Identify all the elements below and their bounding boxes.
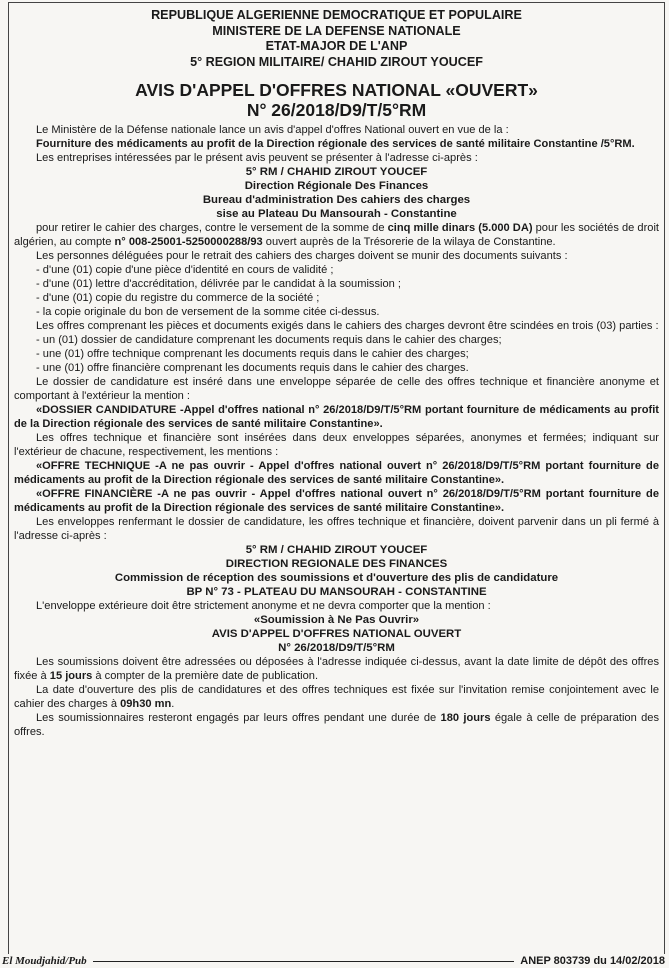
document-item: - la copie originale du bon de versement de la somme citée ci-dessus. <box>36 306 380 318</box>
outer-mention-line1: «Soumission à Ne Pas Ouvrir» <box>253 614 420 626</box>
opening-text-a: La date d'ouverture des plis de candidatures et des offres techniques est fixée sur l'invitation remise conjointement avec le cahier des charges à <box>14 684 659 710</box>
outer-mention-line3: N° 26/2018/D9/T/5°RM <box>278 642 395 654</box>
withdraw-text-a: pour retirer le cahier des charges, contre le versement de la somme de <box>36 222 388 234</box>
validity-text-b: égale à celle de préparation des offres. <box>14 712 659 738</box>
outer-mention-line2: AVIS D'APPEL D'OFFRES NATIONAL OUVERT <box>211 628 462 640</box>
invite-paragraph: Les entreprises intéressées par le présent avis peuvent se présenter à l'adresse ci-après : <box>36 152 478 164</box>
address-block-2 <box>14 543 659 599</box>
outer-envelope-mention <box>14 613 659 655</box>
delegates-paragraph: Les personnes déléguées pour le retrait des cahiers des charges doivent se munir des documents suivants : <box>36 250 568 262</box>
opening-paragraph <box>14 683 659 711</box>
address-block-1 <box>14 165 659 221</box>
offer-part-item: - une (01) offre financière comprenant les documents requis dans le cahier des charges. <box>36 362 469 374</box>
anep-reference: ANEP 803739 du 14/02/2018 <box>520 955 665 967</box>
publication-name: El Moudjahid/Pub <box>2 955 87 967</box>
header-ministry: MINISTERE DE LA DEFENSE NATIONALE <box>212 23 461 38</box>
dossier-mention: «DOSSIER CANDIDATURE -Appel d'offres national n° 26/2018/D9/T/5°RM portant fourniture de médicaments au profit de la Direction régionale des services de santé militaire Constantine». <box>14 404 659 430</box>
offer-part-item: - un (01) dossier de candidature comprenant les documents requis dans le cahier des charges; <box>36 334 502 346</box>
notice-body <box>14 123 659 739</box>
offer-parts-list <box>14 333 659 375</box>
subject-paragraph: Fourniture des médicaments au profit de la Direction régionale des services de santé militaire Constantine /5°RM. <box>36 138 635 150</box>
header-staff: ETAT-MAJOR DE L'ANP <box>265 39 408 53</box>
validity-text-a: Les soumissionnaires resteront engagés par leurs offres pendant une durée de <box>36 712 441 724</box>
frame-left-border <box>8 2 9 954</box>
header-republic: REPUBLIQUE ALGERIENNE DEMOCRATIQUE ET POPULAIRE <box>151 8 522 22</box>
withdraw-text-c: ouvert auprès de la Trésorerie de la wilaya de Constantine. <box>262 236 556 248</box>
documents-list <box>14 263 659 319</box>
dossier-envelope-paragraph: Le dossier de candidature est inséré dans une enveloppe séparée de celle des offres technique et financière anonyme et comportant à l'extérieur la mention : <box>14 376 659 402</box>
withdraw-amount: cinq mille dinars (5.000 DA) <box>387 222 533 234</box>
issuer-header <box>14 8 659 70</box>
financial-offer-mention: «OFFRE FINANCIÈRE -A ne pas ouvrir - Appel d'offres national ouvert n° 26/2018/D9/T/5°RM portant fourniture de médicaments au profit de la Direction régionale des services de santé militaire Constantine». <box>14 488 659 514</box>
outer-envelope-paragraph: L'enveloppe extérieure doit être strictement anonyme et ne devra comporter que la mention : <box>36 600 491 612</box>
address1-line1: 5° RM / CHAHID ZIROUT YOUCEF <box>245 166 428 178</box>
header-region: 5° REGION MILITAIRE/ CHAHID ZIROUT YOUCEF <box>190 54 483 69</box>
validity-paragraph <box>14 711 659 739</box>
address2-line2: DIRECTION REGIONALE DES FINANCES <box>225 558 448 570</box>
technical-offer-mention: «OFFRE TECHNIQUE -A ne pas ouvrir - Appel d'offres national ouvert n° 26/2018/D9/T/5°RM portant fourniture de médicaments au profit de la Direction régionale des services de santé militaire Constantine». <box>14 460 659 486</box>
opening-time: 09h30 mn <box>120 698 172 710</box>
withdraw-paragraph <box>14 221 659 249</box>
offers-split-paragraph: Les offres comprenant les pièces et documents exigés dans le cahiers des charges devront être scindées en trois (03) parties : <box>36 320 659 332</box>
opening-text-b: . <box>171 698 175 710</box>
address2-line3: Commission de réception des soumissions et d'ouverture des plis de candidature <box>114 572 559 584</box>
document-item: - d'une (01) lettre d'accréditation, délivrée par le candidat à la soumission ; <box>36 278 401 290</box>
frame-top-border <box>8 2 665 3</box>
deadline-text-a: Les soumissions doivent être adressées ou déposées à l'adresse indiquée ci-dessus, avant la date limite de dépôt des offres fixée à <box>14 656 659 682</box>
address1-line4: sise au Plateau Du Mansourah - Constantine <box>216 208 457 220</box>
notice-number: N° 26/2018/D9/T/5°RM <box>246 100 427 120</box>
offer-part-item: - une (01) offre technique comprenant les documents requis dans le cahier des charges; <box>36 348 469 360</box>
notice-footer <box>0 954 669 968</box>
address1-line3: Bureau d'administration Des cahiers des charges <box>202 194 471 206</box>
footer-rule <box>93 961 515 962</box>
frame-right-border <box>664 2 665 954</box>
withdraw-account: n° 008-25001-5250000288/93 <box>114 236 263 248</box>
delivery-paragraph: Les enveloppes renfermant le dossier de candidature, les offres technique et financière, doivent parvenir dans un pli fermé à l'adresse ci-après : <box>14 516 659 542</box>
withdraw-text-b: pour les sociétés de droit algérien, au compte <box>14 222 659 248</box>
document-item: - d'une (01) copie d'une pièce d'identité en cours de validité ; <box>36 264 334 276</box>
intro-paragraph: Le Ministère de la Défense nationale lance un avis d'appel d'offres National ouvert en vue de la : <box>36 124 509 136</box>
deadline-days: 15 jours <box>49 670 93 682</box>
offers-envelope-paragraph: Les offres technique et financière sont insérées dans deux enveloppes séparées, anonymes et fermées; indiquant sur l'extérieur de chacune, respectivement, les mentions : <box>14 432 659 458</box>
validity-days: 180 jours <box>440 712 491 724</box>
address2-line1: 5° RM / CHAHID ZIROUT YOUCEF <box>245 544 428 556</box>
document-item: - d'une (01) copie du registre du commerce de la société ; <box>36 292 320 304</box>
address2-line4: BP N° 73 - PLATEAU DU MANSOURAH - CONSTANTINE <box>186 586 487 598</box>
deadline-paragraph <box>14 655 659 683</box>
notice-title-line: AVIS D'APPEL D'OFFRES NATIONAL «OUVERT» <box>135 80 538 100</box>
address1-line2: Direction Régionale Des Finances <box>244 180 429 192</box>
deadline-text-b: à compter de la première date de publication. <box>92 670 319 682</box>
notice-title <box>14 80 659 120</box>
